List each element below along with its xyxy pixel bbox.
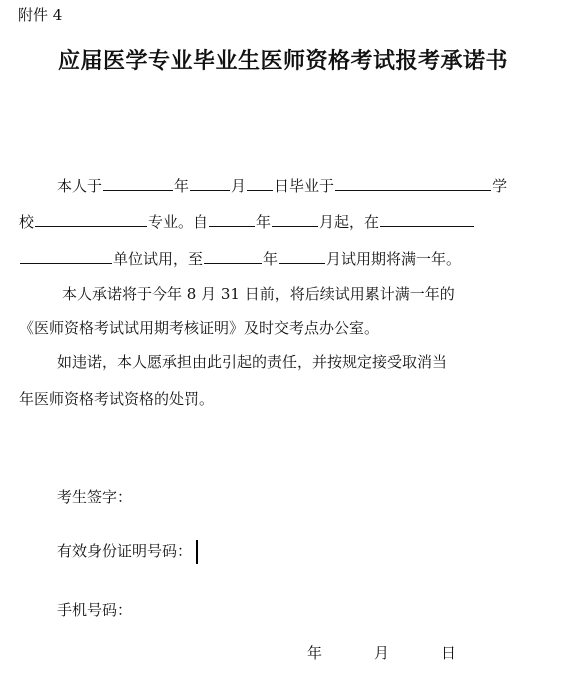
text-segment: 单位试用，至 [113, 250, 204, 268]
text-segment: 月试用期将满一年。 [326, 250, 462, 268]
date-month: 月 [374, 644, 390, 662]
text-segment: 年 [256, 213, 272, 231]
start-year-blank[interactable] [209, 210, 255, 227]
date-day: 日 [441, 644, 457, 662]
paragraph-1-line-2 [19, 210, 475, 232]
graduation-day-blank[interactable] [247, 174, 273, 191]
paragraph-3-line-2: 年医师资格考试资格的处罚。 [19, 390, 215, 408]
paragraph-2-line-1: 本人承诺将于今年 8 月 31 日前，将后续试用累计满一年的 [62, 285, 455, 303]
major-blank[interactable] [35, 210, 147, 227]
text-segment: 本人于 [57, 177, 103, 195]
attachment-label: 附件 4 [18, 6, 63, 24]
paragraph-2-line-2: 《医师资格考试试用期考核证明》及时交考点办公室。 [19, 319, 380, 337]
text-segment: 校 [19, 213, 35, 231]
end-month-blank[interactable] [279, 247, 325, 264]
text-segment: 月起，在 [319, 213, 380, 231]
start-month-blank[interactable] [272, 210, 318, 227]
id-number-row [57, 540, 198, 564]
document-title: 应届医学专业毕业生医师资格考试报考承诺书 [57, 49, 508, 74]
paragraph-1-line-3 [19, 247, 461, 269]
text-cursor[interactable] [196, 540, 198, 564]
end-year-blank[interactable] [204, 247, 262, 264]
phone-label: 手机号码： [57, 601, 133, 619]
signature-label: 考生签字： [57, 488, 133, 506]
text-segment: 专业。自 [148, 213, 209, 231]
graduation-year-blank[interactable] [103, 174, 173, 191]
paragraph-3-line-1: 如违诺，本人愿承担由此引起的责任，并按规定接受取消当 [57, 353, 448, 371]
unit-blank-part-2[interactable] [20, 247, 112, 264]
unit-blank-part-1[interactable] [380, 210, 474, 227]
text-segment: 月 [231, 177, 247, 195]
text-segment: 年 [174, 177, 190, 195]
school-blank[interactable] [335, 174, 491, 191]
id-number-label: 有效身份证明号码： [57, 542, 193, 560]
text-segment: 学 [492, 177, 508, 195]
text-segment: 日毕业于 [274, 177, 335, 195]
graduation-month-blank[interactable] [190, 174, 230, 191]
date-year: 年 [307, 644, 323, 662]
text-segment: 年 [263, 250, 279, 268]
paragraph-1-line-1 [57, 174, 507, 196]
